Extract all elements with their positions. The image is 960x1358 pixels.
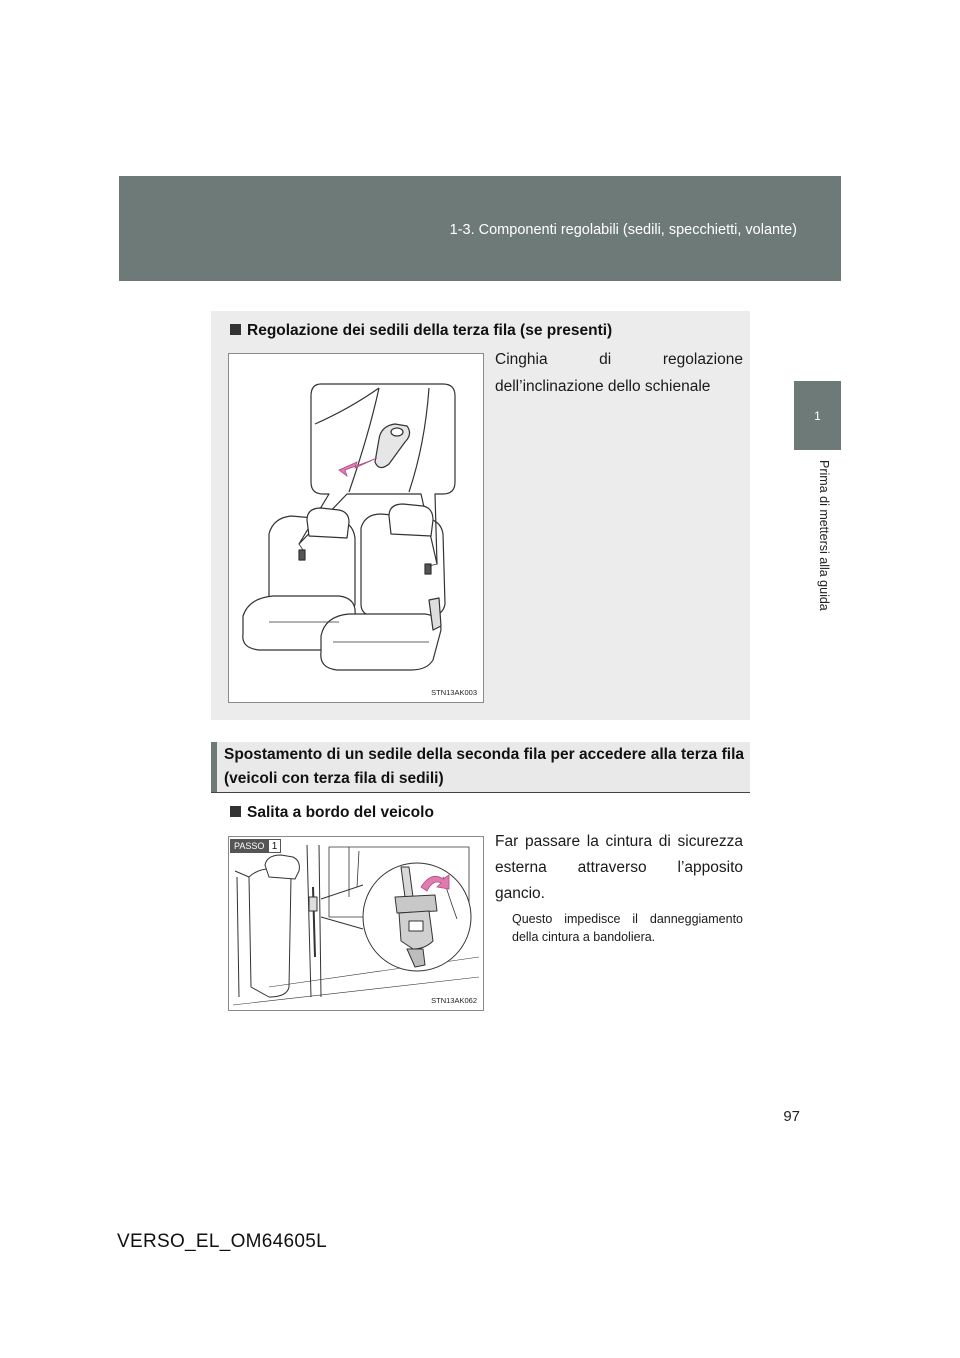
section-heading-bar bbox=[211, 742, 217, 792]
page-number: 97 bbox=[783, 1108, 800, 1125]
square-bullet-icon bbox=[230, 324, 241, 335]
figure-caption: Cinghia di regolazione dell’inclinazione dello schienale bbox=[495, 351, 743, 395]
seatbelt-hook-drawing bbox=[229, 837, 483, 1010]
step-note: Questo impedisce il danneggiamento della cintura a bandoliera. bbox=[512, 912, 743, 944]
model-code: VERSO_EL_OM64605L bbox=[117, 1231, 327, 1252]
seatbelt-illustration bbox=[228, 836, 484, 1011]
panel-heading-text: Regolazione dei sedili della terza fila (se presenti) bbox=[247, 322, 613, 339]
seat-illustration bbox=[228, 353, 484, 703]
chapter-tab[interactable]: 1 bbox=[794, 381, 841, 450]
figure-code: STN13AK003 bbox=[431, 688, 477, 697]
section-heading: Spostamento di un sedile della seconda fila per accedere alla terza fila (veicoli con terza fila di sedili) bbox=[224, 746, 744, 787]
panel-heading bbox=[230, 322, 612, 340]
subheading-text: Salita a bordo del veicolo bbox=[247, 804, 434, 821]
square-bullet-icon bbox=[230, 806, 241, 817]
step-label: PASSO bbox=[230, 839, 268, 853]
step-instruction: Far passare la cintura di sicurezza esterna attraverso l’apposito gancio. bbox=[495, 833, 743, 902]
section-title: 1-3. Componenti regolabili (sedili, specchietti, volante) bbox=[449, 222, 797, 238]
figure-code: STN13AK062 bbox=[431, 996, 477, 1005]
chapter-label bbox=[817, 460, 831, 650]
third-row-seats-drawing bbox=[229, 354, 483, 702]
chapter-label-text: Prima di mettersi alla guida bbox=[817, 460, 831, 611]
subheading bbox=[230, 804, 434, 822]
header-band bbox=[119, 176, 841, 281]
step-number: 1 bbox=[268, 839, 281, 853]
